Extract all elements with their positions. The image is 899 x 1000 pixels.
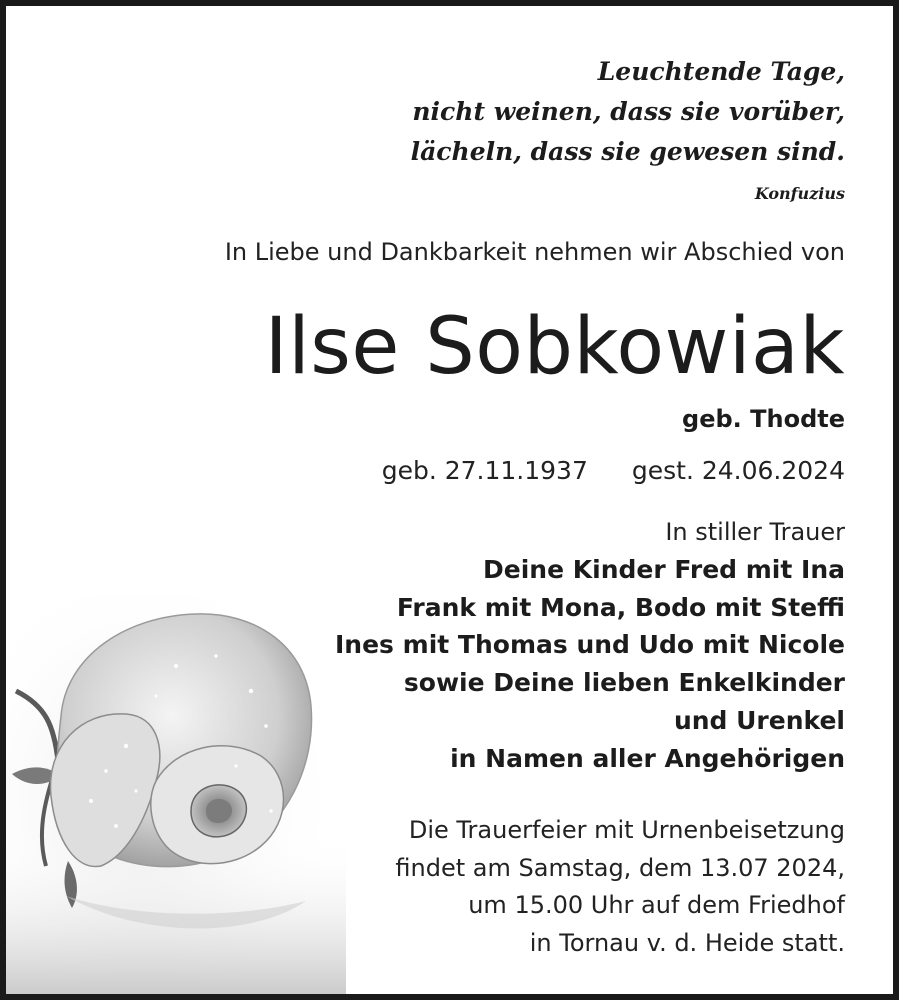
mourner-line: Frank mit Mona, Bodo mit Steffi — [396, 592, 845, 622]
quote-author: Konfuzius — [754, 184, 845, 203]
quote-line: Leuchtende Tage, — [597, 57, 845, 86]
funeral-service-info — [395, 812, 845, 962]
mourner-line: Ines mit Thomas und Udo mit Nicole — [335, 630, 845, 660]
service-line: in Tornau v. d. Heide statt. — [529, 928, 845, 957]
mourner-line: in Namen aller Angehörigen — [450, 743, 845, 773]
maiden-name: geb. Thodte — [682, 405, 845, 433]
deceased-name: Ilse Sobkowiak — [264, 302, 845, 392]
service-line: findet am Samstag, dem 13.07 2024, — [395, 853, 845, 882]
intro-text: In Liebe und Dankbarkeit nehmen wir Abschied von — [224, 238, 845, 266]
death-date: gest. 24.06.2024 — [631, 456, 845, 485]
mourner-line: Deine Kinder Fred mit Ina — [483, 555, 845, 584]
birth-date: geb. 27.11.1937 — [381, 456, 588, 485]
service-line: Die Trauerfeier mit Urnenbeisetzung — [408, 816, 845, 844]
mourning-heading: In stiller Trauer — [665, 518, 845, 546]
mourners-block — [335, 513, 845, 777]
quote-line: lächeln, dass sie gewesen sind. — [410, 137, 845, 166]
life-dates — [382, 456, 845, 485]
quote-line: nicht weinen, dass sie vorüber, — [412, 97, 845, 126]
mourner-line: sowie Deine lieben Enkelkinder — [403, 668, 845, 698]
mourner-line: und Urenkel — [673, 705, 845, 735]
rose-image — [6, 596, 346, 1000]
service-line: um 15.00 Uhr auf dem Friedhof — [468, 891, 845, 919]
quote — [411, 52, 845, 172]
